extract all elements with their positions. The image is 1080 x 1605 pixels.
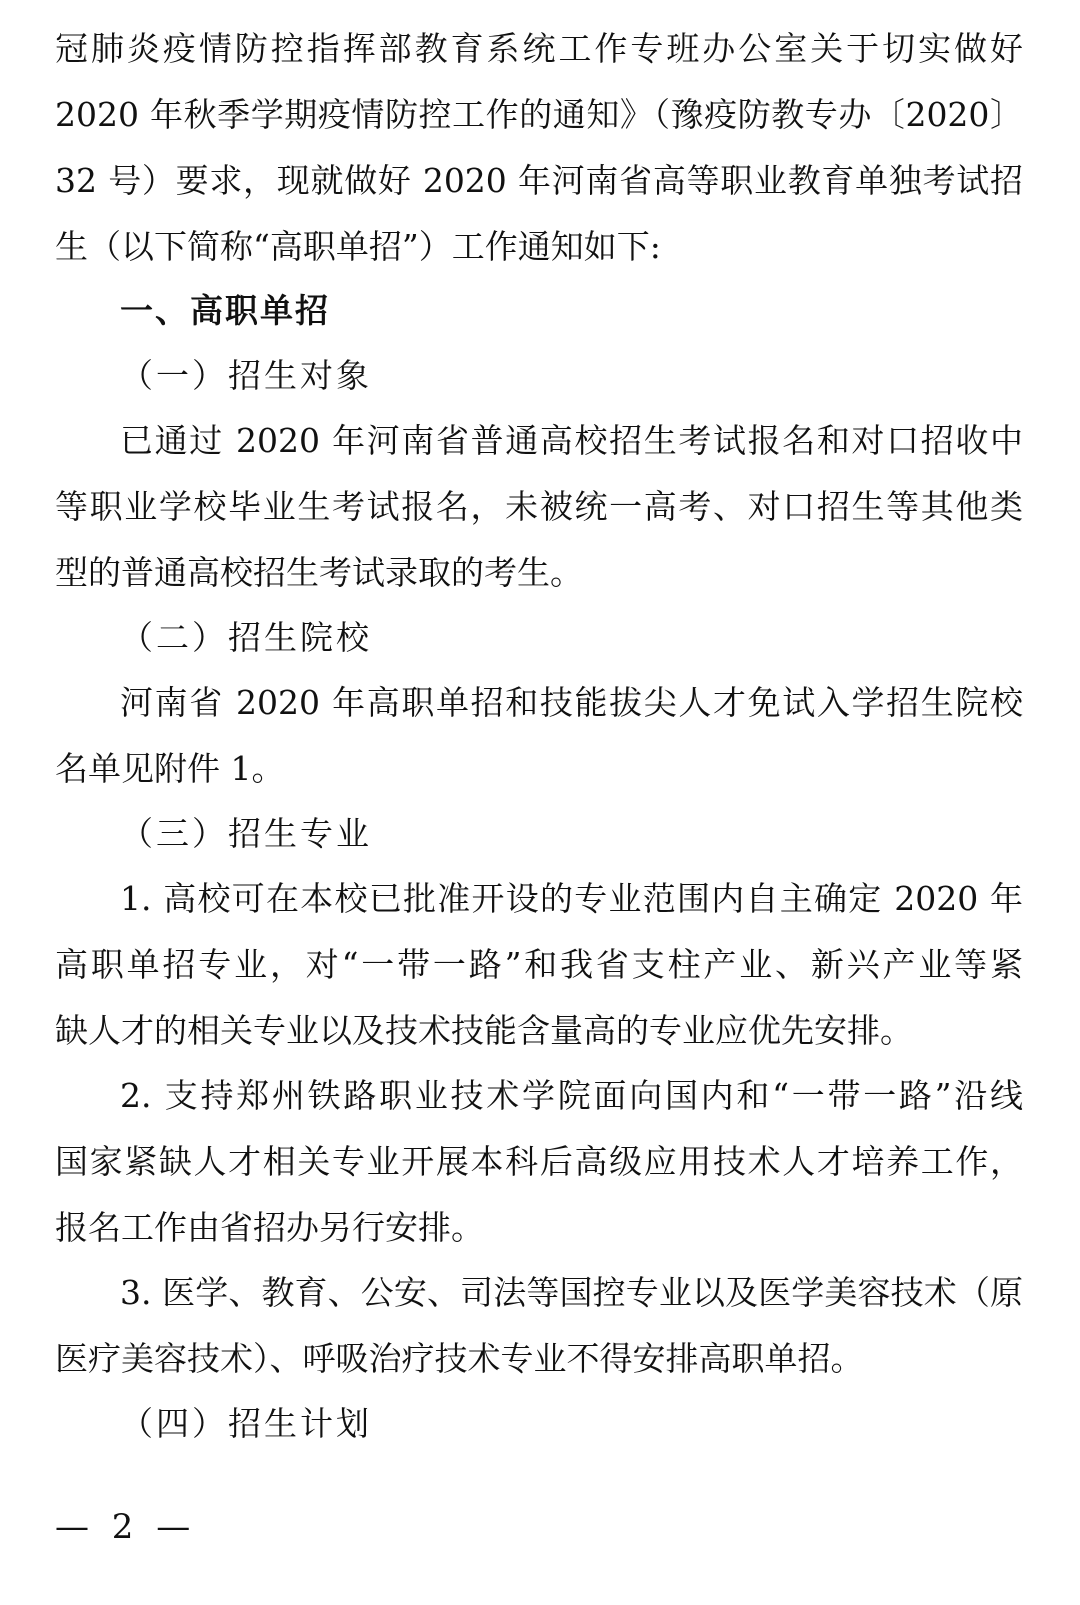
section-heading: 一、高职单招 xyxy=(120,291,330,330)
body-text-line: 已通过 2020 年河南省普通高校招生考试报名和对口招收中 xyxy=(120,421,1023,460)
body-text-line: 等职业学校毕业生考试报名，未被统一高考、对口招生等其他类 xyxy=(55,487,1023,526)
body-text-line: 2020 年秋季学期疫情防控工作的通知》（豫疫防教专办〔2020〕 xyxy=(55,95,1023,134)
body-text-line: 型的普通高校招生考试录取的考生。 xyxy=(55,553,583,592)
page-number: — 2 — xyxy=(55,1507,197,1547)
subsection-heading: （一）招生对象 xyxy=(120,356,372,395)
subsection-heading: （三）招生专业 xyxy=(120,814,372,853)
body-text-line: 国家紧缺人才相关专业开展本科后高级应用技术人才培养工作， xyxy=(55,1142,1023,1181)
body-text-line: 报名工作由省招办另行安排。 xyxy=(55,1208,484,1247)
body-text-line: 高职单招专业，对“一带一路”和我省支柱产业、新兴产业等紧 xyxy=(55,945,1023,984)
subsection-heading: （二）招生院校 xyxy=(120,618,372,657)
body-text-line: 1. 高校可在本校已批准开设的专业范围内自主确定 2020 年 xyxy=(120,879,1023,918)
subsection-heading: （四）招生计划 xyxy=(120,1404,372,1443)
body-text-line: 32 号）要求，现就做好 2020 年河南省高等职业教育单独考试招 xyxy=(55,161,1023,200)
body-text-line: 2. 支持郑州铁路职业技术学院面向国内和“一带一路”沿线 xyxy=(120,1076,1023,1115)
body-text-line: 缺人才的相关专业以及技术技能含量高的专业应优先安排。 xyxy=(55,1011,913,1050)
body-text-line: 河南省 2020 年高职单招和技能拔尖人才免试入学招生院校 xyxy=(120,683,1023,722)
body-text-line: 名单见附件 1。 xyxy=(55,749,285,788)
body-text-line: 冠肺炎疫情防控指挥部教育系统工作专班办公室关于切实做好 xyxy=(55,29,1023,68)
body-text-line: 医疗美容技术）、呼吸治疗技术专业不得安排高职单招。 xyxy=(55,1339,864,1378)
body-text-line: 3. 医学、教育、公安、司法等国控专业以及医学美容技术（原 xyxy=(120,1273,1023,1312)
body-text-line: 生（以下简称“高职单招”）工作通知如下: xyxy=(55,227,661,266)
